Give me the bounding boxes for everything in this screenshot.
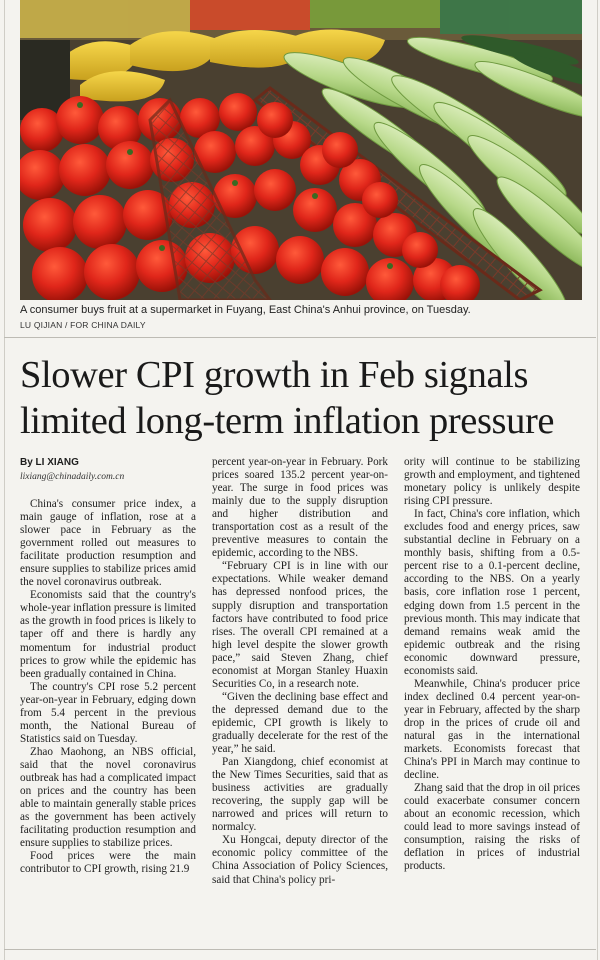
paragraph: “Given the declining base effect and the depressed demand due to the epidemic, CPI growth is likely to gradually decelerate for the rest of the year,” he said. xyxy=(212,690,388,756)
paragraph: ority will continue to be stabilizing growth and employment, and tightened monetary policy is unlikely despite rising CPI pressure. xyxy=(404,456,580,508)
byline-author: By LI XIANG xyxy=(20,457,79,468)
paragraph: Food prices were the main contributor to CPI growth, rising 21.9 xyxy=(20,850,196,876)
paragraph: China's consumer price index, a main gauge of inflation, rose at a slower pace in February as the government rolled out measures to facilitate production resumption and ensure supplies to stabilize prices amid the novel coronavirus outbreak. xyxy=(20,498,196,589)
headline-line-2: limited long-term inflation pressure xyxy=(20,400,555,442)
paragraph: Meanwhile, China's producer price index declined 0.4 percent year-on-year in February, affected by the sharp drop in the prices of crude oil and natural gas in the international markets. Economists forecast that China's PPI in March may continue to decline. xyxy=(404,677,580,782)
divider-bottom xyxy=(4,949,596,950)
paragraph: Zhao Maohong, an NBS official, said that the novel coronavirus outbreak has had a complicated impact on prices and the country has been able to maintain generally stable prices as the government has been actively facilitating production resumption and ensure supplies to stabilize prices. xyxy=(20,745,196,850)
produce-photo-icon xyxy=(20,0,582,300)
paragraph: percent year-on-year in February. Pork prices soared 135.2 percent year-on-year. The surge in food prices was mainly due to the supply disruption and higher distribution and transportation cost as a result of the preventive measures to contain the epidemic, according to the NBS. xyxy=(212,456,388,560)
photo-caption: A consumer buys fruit at a supermarket in Fuyang, East China's Anhui province, on Tuesday. xyxy=(20,304,471,316)
paragraph: In fact, China's core inflation, which excludes food and energy prices, saw substantial decline in February on a monthly basis, shifting from a 0.5-percent rise to a 0.1-percent decline, according to the NBS. On a yearly basis, core inflation rose 1 percent, edging down from 1.5 percent in the previous month. This may indicate that demand remains weak amid the epidemic outbreak and the rising economic downward pressure, economists said. xyxy=(404,508,580,677)
byline-email[interactable]: lixiang@chinadaily.com.cn xyxy=(20,472,125,482)
photo-credit: LU QIJIAN / FOR CHINA DAILY xyxy=(20,320,146,330)
article-column-3 xyxy=(404,456,580,874)
article-column-1 xyxy=(20,456,196,876)
headline-line-1: Slower CPI growth in Feb signals xyxy=(20,354,529,396)
article-column-2 xyxy=(212,456,388,887)
headline xyxy=(20,352,585,444)
paragraph: Economists said that the country's whole-year inflation pressure is limited as the growth in food prices is likely to taper off and there is hardly any momentum for industrial product prices to grow while the epidemic has been gradually contained in China. xyxy=(20,589,196,680)
divider-top xyxy=(4,337,596,338)
produce-photo xyxy=(20,0,582,300)
article-body xyxy=(20,456,582,946)
paragraph: The country's CPI rose 5.2 percent year-on-year in February, edging down from 5.4 percent in the previous month, the National Bureau of Statistics said on Tuesday. xyxy=(20,680,196,745)
paragraph: “February CPI is in line with our expectations. While weaker demand has depressed nonfood prices, the supply disruption and transportation factors have contributed to food price rises. The overall CPI remained at a high level despite the slower growth pace,” said Steven Zhang, chief economist at Morgan Stanley Huaxin Securities Co, in a research note. xyxy=(212,560,388,690)
paragraph: Pan Xiangdong, chief economist at the New Times Securities, said that as business activities are gradually recovering, the supply gap will be narrowed and prices will return to normalcy. xyxy=(212,756,388,834)
paragraph: Xu Hongcai, deputy director of the economic policy committee of the China Association of Policy Sciences, said that China's policy pri- xyxy=(212,834,388,886)
paragraph: Zhang said that the drop in oil prices could exacerbate consumer concern about an economic recession, which could lead to more savings instead of consumption, raising the risks of deflation in prices of industrial products. xyxy=(404,782,580,873)
